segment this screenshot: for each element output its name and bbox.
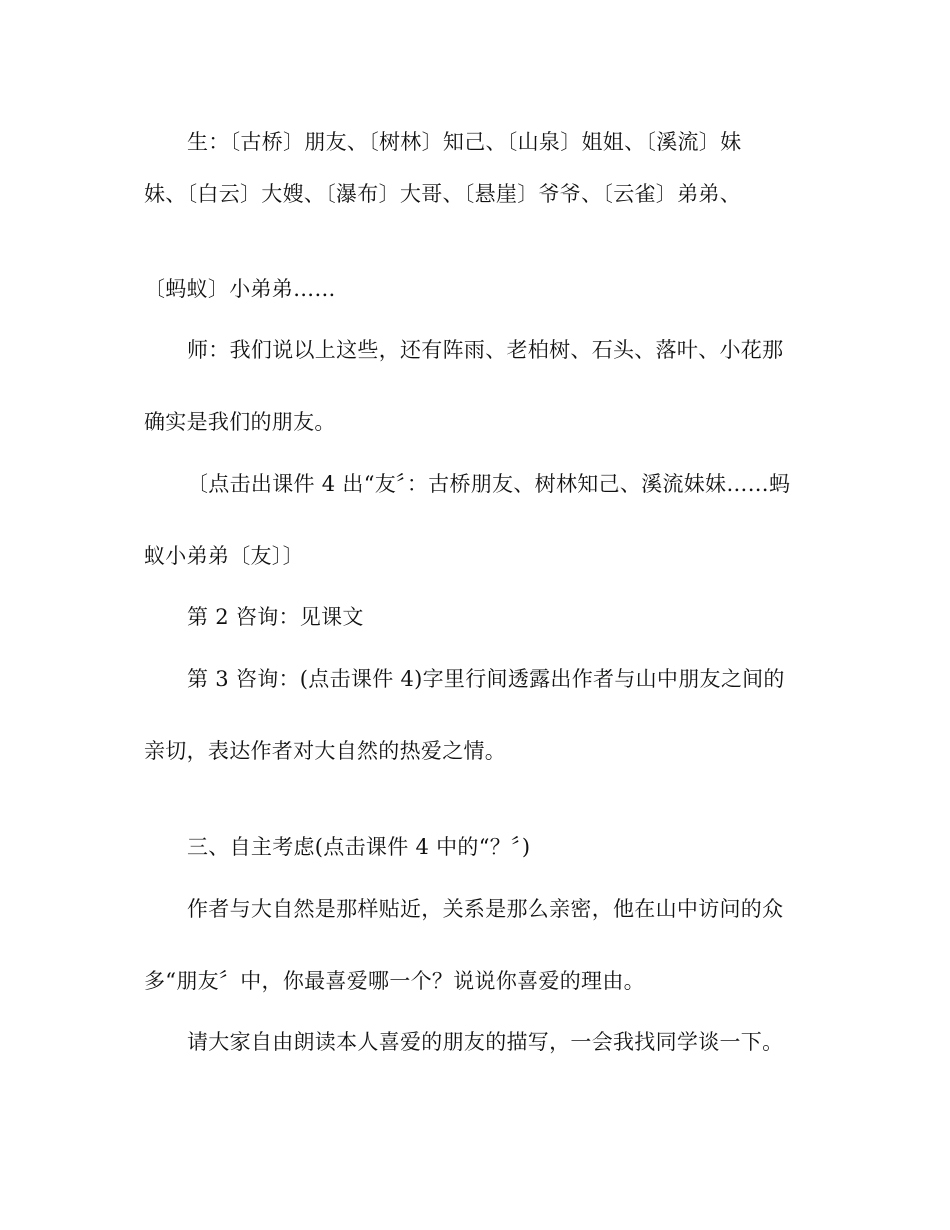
paragraph-line: 〔点击出课件 4 出“友〞：古桥朋友、树林知己、溪流妹妹……蚂: [187, 472, 791, 496]
paragraph-line: 蚁小弟弟〔友〕〕: [144, 544, 304, 568]
paragraph-line: 妹、〔白云〕大嫂、〔瀑布〕大哥、〔悬崖〕爷爷、〔云雀〕弟弟、: [144, 182, 741, 206]
section-heading: 三、自主考虑(点击课件 4 中的“？〞): [187, 835, 531, 859]
paragraph-line: 确实是我们的朋友。: [144, 410, 336, 434]
paragraph-line: 作者与大自然是那样贴近，关系是那么亲密，他在山中访问的众: [187, 897, 784, 921]
paragraph-line: 第 2 咨询：见课文: [187, 605, 364, 629]
paragraph-line: 〔蚂蚁〕小弟弟……: [144, 277, 336, 301]
paragraph-line: 师：我们说以上这些，还有阵雨、老柏树、石头、落叶、小花那: [187, 338, 784, 362]
paragraph-line: 第 3 咨询：(点击课件 4)字里行间透露出作者与山中朋友之间的: [187, 667, 785, 691]
paragraph-line: 请大家自由朗读本人喜爱的朋友的描写，一会我找同学谈一下。: [187, 1030, 784, 1054]
paragraph-line: 生：〔古桥〕朋友、〔树林〕知己、〔山泉〕姐姐、〔溪流〕妹: [187, 130, 742, 154]
paragraph-line: 多“朋友〞中，你最喜爱哪一个？说说你喜爱的理由。: [144, 969, 645, 993]
paragraph-line: 亲切，表达作者对大自然的热爱之情。: [144, 739, 507, 763]
